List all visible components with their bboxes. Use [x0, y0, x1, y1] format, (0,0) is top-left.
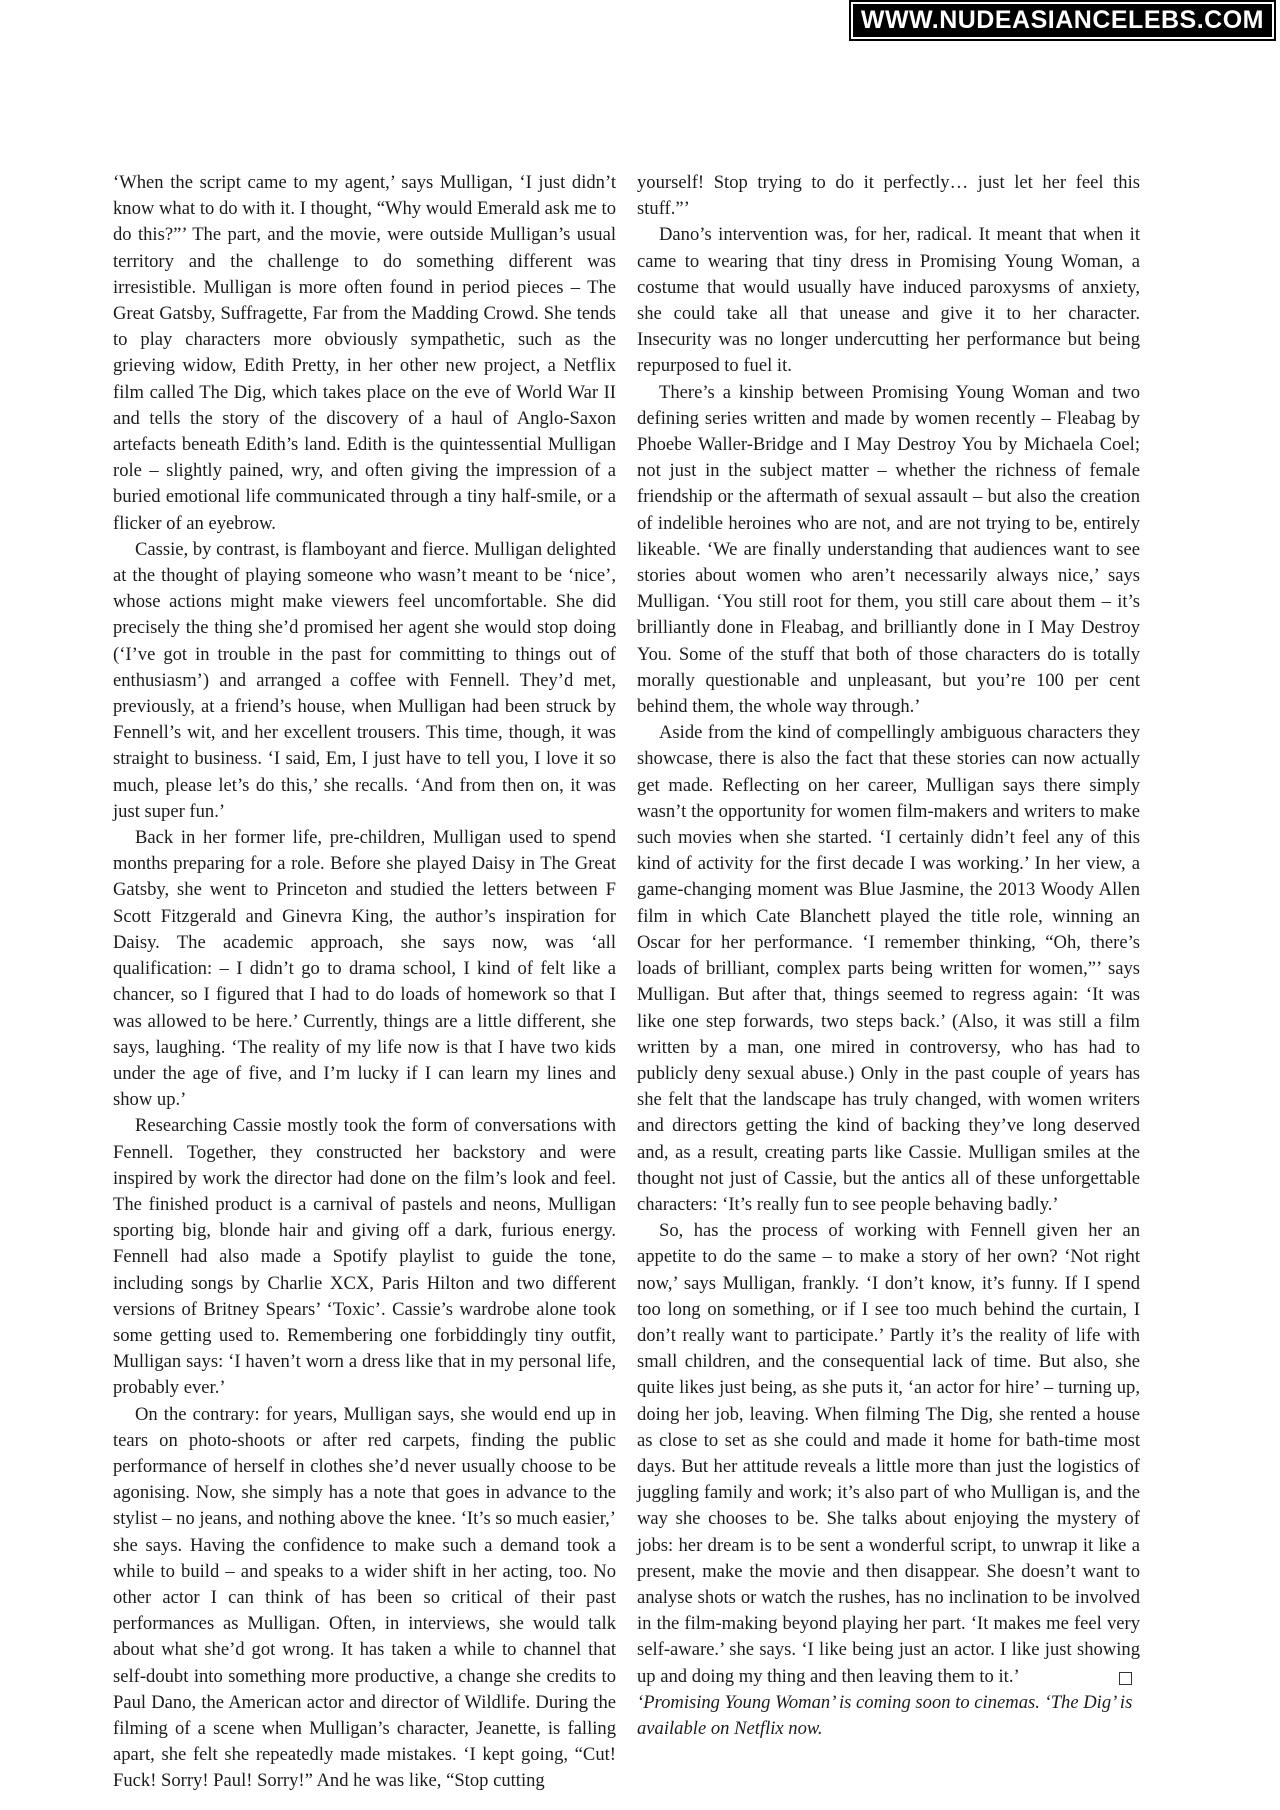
paragraph: Dano’s intervention was, for her, radical. It meant that when it came to wearing that tiny dress in Promising Young Woman, a costume that would usually have induced paroxysms of anxiety, she could take all that unease and give it to her character. Insecurity was no longer undercutting her performance but being repurposed to fuel it.	[637, 224, 1140, 377]
end-square-icon	[1119, 1672, 1132, 1685]
availability-credit: ‘Promising Young Woman’ is coming soon to cinemas. ‘The Dig’ is available on Netflix now.	[637, 1691, 1133, 1739]
final-paragraph-text: So, has the process of working with Fennell given her an appetite to do the same – to make a story of her own? ‘Not right now,’ says Mulligan, frankly. ‘I don’t know, it’s funny. If I spend too long on something, or if I see too much behind the curtain, I don’t really want to participate.’ Partly it’s the reality of life with small children, and the consequential lack of time. But also, she quite likes just being, as she puts it, ‘an actor for hire’ – turning up, doing her job, leaving. When filming The Dig, she rented a house as close to set as she could and made it home for bath-time most days. But her attitude reveals a little more than just the logistics of juggling family and work; it’s also part of who Mulligan is, and the way she chooses to be. She talks about enjoying the mystery of jobs: her dream is to be sent a wonderful script, to unwrap it like a present, make the movie and then disappear. She doesn’t want to analyse shots or watch the rushes, has no inclination to be involved in the film-making beyond playing her part. ‘It makes me feel very self-aware.’ she says. ‘I like being just an actor. I like just showing up and doing my thing and then leaving them to it.’	[637, 1220, 1140, 1687]
right-column	[637, 170, 1140, 1742]
paragraph: yourself! Stop trying to do it perfectly… just let her feel this stuff.”’	[637, 172, 1140, 220]
paragraph: Researching Cassie mostly took the form of conversations with Fennell. Together, they constructed her backstory and were inspired by work the director had done on the film’s look and feel. The finished product is a carnival of pastels and neons, Mulligan sporting big, blonde hair and giving off a dark, furious energy. Fennell had also made a Spotify playlist to guide the tone, including songs by Charlie XCX, Paris Hilton and two different versions of Britney Spears’ ‘Toxic’. Cassie’s wardrobe alone took some getting used to. Remembering one forbiddingly tiny outfit, Mulligan says: ‘I haven’t worn a dress like that in my personal life, probably ever.’	[113, 1115, 616, 1399]
paragraph-final	[637, 1218, 1140, 1690]
site-watermark: WWW.NUDEASIANCELEBS.COM	[851, 2, 1274, 39]
paragraph: ‘When the script came to my agent,’ says Mulligan, ‘I just didn’t know what to do with it. I thought, “Why would Emerald ask me to do this?”’ The part, and the movie, were outside Mulligan’s usual territory and the challenge to do something different was irresistible. Mulligan is more often found in period pieces – The Great Gatsby, Suffragette, Far from the Madding Crowd. She tends to play characters more obviously sympathetic, such as the grieving widow, Edith Pretty, in her other new project, a Netflix film called The Dig, which takes place on the eve of World War II and tells the story of the discovery of a haul of Anglo-Saxon artefacts beneath Edith’s land. Edith is the quintessential Mulligan role – slightly pained, wry, and often giving the impression of a buried emotional life communicated through a tiny half-smile, or a flicker of an eyebrow.	[113, 172, 616, 534]
paragraph: There’s a kinship between Promising Young Woman and two defining series written and made by women recently – Fleabag by Phoebe Waller-Bridge and I May Destroy You by Michaela Coel; not just in the subject matter – whether the richness of female friendship or the aftermath of sexual assault – but also the creation of indelible heroines who are not, and are not trying to be, entirely likeable. ‘We are finally understanding that audiences want to see stories about women who aren’t necessarily always nice,’ says Mulligan. ‘You still root for them, you still care about them – it’s brilliantly done in Fleabag, and brilliantly done in I May Destroy You. Some of the stuff that both of those characters do is totally morally questionable and unpleasant, but you’re 100 per cent behind them, the whole way through.’	[637, 381, 1140, 718]
paragraph: Aside from the kind of compellingly ambiguous characters they showcase, there is also the fact that these stories can now actually get made. Reflecting on her career, Mulligan says there simply wasn’t the opportunity for women film-makers and writers to make such movies when she started. ‘I certainly didn’t feel any of this kind of activity for the first decade I was working.’ In her view, a game-changing moment was Blue Jasmine, the 2013 Woody Allen film in which Cate Blanchett played the title role, winning an Oscar for her performance. ‘I remember thinking, “Oh, there’s loads of brilliant, complex parts being written for women,”’ says Mulligan. But after that, things seemed to regress again: ‘It was like one step forwards, two steps back.’ (Also, it was still a film written by a man, one mired in controversy, who has had to publicly deny sexual abuse.) Only in the past couple of years has she felt that the landscape has truly changed, with women writers and directors getting the kind of backing they’ve long deserved and, as a result, creating parts like Cassie. Mulligan smiles at the thought not just of Cassie, but the antics all of these unforgettable characters: ‘It’s really fun to see people behaving badly.’	[637, 722, 1140, 1215]
paragraph: Cassie, by contrast, is flamboyant and fierce. Mulligan delighted at the thought of playing someone who wasn’t meant to be ‘nice’, whose actions might make viewers feel uncomfortable. She did precisely the thing she’d promised her agent she would stop doing (‘I’ve got in trouble in the past for committing to things out of enthusiasm’) and arranged a coffee with Fennell. They’d met, previously, at a friend’s house, when Mulligan had been struck by Fennell’s wit, and her excellent trousers. This time, though, it was straight to business. ‘I said, Em, I just have to tell you, I love it so much, please let’s do this,’ she recalls. ‘And from then on, it was just super fun.’	[113, 538, 616, 822]
article-body	[113, 170, 1180, 1792]
paragraph: Back in her former life, pre-children, Mulligan used to spend months preparing for a role. Before she played Daisy in The Great Gatsby, she went to Princeton and studied the letters between F Scott Fitzgerald and Ginevra King, the author’s inspiration for Daisy. The academic approach, she says now, was ‘all qualification: – I didn’t go to drama school, I kind of felt like a chancer, so I figured that I had to do loads of homework so that I was allowed to be here.’ Currently, things are a little different, she says, laughing. ‘The reality of my life now is that I have two kids under the age of five, and I’m lucky if I can learn my lines and show up.’	[113, 827, 616, 1111]
left-column	[113, 170, 616, 1795]
paragraph: On the contrary: for years, Mulligan says, she would end up in tears on photo-shoots or after red carpets, finding the public performance of herself in clothes she’d never usually choose to be agonising. Now, she simply has a note that goes in advance to the stylist – no jeans, and nothing above the knee. ‘It’s so much easier,’ she says. Having the confidence to make such a demand took a while to build – and speaks to a wider shift in her acting, too. No other actor I can think of has been so critical of their past performances as Mulligan. Often, in interviews, she would talk about what she’d got wrong. It has taken a while to channel that self-doubt into something more productive, a change she credits to Paul Dano, the American actor and director of Wildlife. During the filming of a scene when Mulligan’s character, Jeanette, is falling apart, she felt she repeatedly made mistakes. ‘I kept going, “Cut! Fuck! Sorry! Paul! Sorry!” And he was like, “Stop cutting	[113, 1403, 616, 1792]
